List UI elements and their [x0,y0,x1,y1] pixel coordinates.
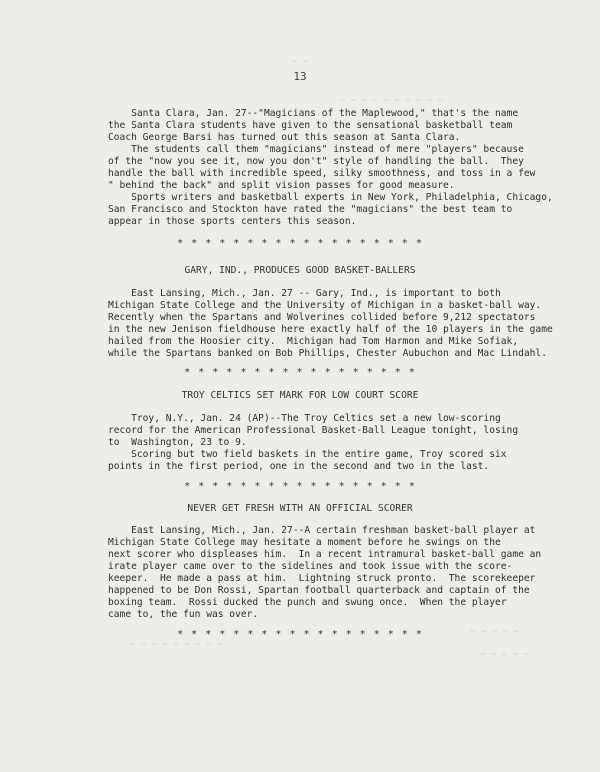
article-line: East Lansing, Mich., Jan. 27--A certain freshman basket-ball player at [108,525,536,536]
article-heading: GARY, IND., PRODUCES GOOD BASKET-BALLERS [184,265,416,276]
article-line: while the Spartans banked on Bob Phillips, Chester Aubuchon and Mac Lindahl. [108,348,547,359]
article-line: irate player came over to the sidelines and took issue with the score- [108,561,513,572]
article-line: happened to be Don Rossi, Spartan football quarterback and captain of the [108,585,530,596]
section-divider: * * * * * * * * * * * * * * * * * * [177,238,423,249]
article-line: points in the first period, one in the second and two in the last. [108,461,490,472]
article-line: Recently when the Spartans and Wolverines collided before 9,212 spectators [108,312,536,323]
article-heading: TROY CELTICS SET MARK FOR LOW COURT SCORE [181,390,419,401]
article-line: handle the ball with incredible speed, silky smoothness, and toss in a few [108,168,536,179]
article-line: East Lansing, Mich., Jan. 27 -- Gary, Ind., is important to both [108,288,501,299]
page-number: 13 [293,70,307,83]
article-heading: NEVER GET FRESH WITH AN OFFICIAL SCORER [187,503,413,514]
article-line: Coach George Barsi has turned out this season at Santa Clara. [108,132,461,143]
bleed-through-mark: ~ ~ ~ ~ ~ [480,650,529,660]
article-line: Michigan State College and the University of Michigan in a basket-ball way. [108,300,542,311]
article-line: Michigan State College may hesitate a moment before he swings on the [108,537,501,548]
article-line: of the "now you see it, now you don't" style of handling the ball. They [108,156,524,167]
section-divider: * * * * * * * * * * * * * * * * * [184,481,416,492]
article-line: Troy, N.Y., Jan. 24 (AP)--The Troy Celtics set a new low-scoring [108,413,501,424]
article-line: appear in those sports centers this season. [108,216,357,227]
bleed-through-mark: ~ ~ ~ ~ ~ [470,627,519,637]
article-line: Scoring but two field baskets in the entire game, Troy scored six [108,449,507,460]
article-line: " behind the back" and split vision passes for good measure. [108,180,455,191]
article-line: the Santa Clara students have given to the sensational basketball team [108,120,513,131]
bleed-through-mark: ~ ~ [292,57,309,67]
article-line: in the new Jenison fieldhouse here exactly half of the 10 players in the game [108,324,553,335]
article-line: San Francisco and Stockton have rated the "magicians" the best team to [108,204,513,215]
article-line: came to, the fun was over. [108,609,259,620]
section-divider: * * * * * * * * * * * * * * * * * * [177,629,423,640]
article-line: next scorer who displeases him. In a recent intramural basket-ball game an [108,549,542,560]
section-divider: * * * * * * * * * * * * * * * * * [184,367,416,378]
article-line: to Washington, 23 to 9. [108,437,247,448]
article-line: boxing team. Rossi ducked the punch and swung once. When the player [108,597,507,608]
article-line: record for the American Professional Basket-Ball League tonight, losing [108,425,519,436]
article-line: keeper. He made a pass at him. Lightning struck pronto. The scorekeeper [108,573,536,584]
article-line: hailed from the Hoosier city. Michigan had Tom Harmon and Mike Sofiak, [108,336,519,347]
bleed-through-mark: ~ ~ ~ ~ ~ ~ ~ ~ ~ [130,640,223,650]
article-line: The students call them "magicians" instead of mere "players" because [108,144,524,155]
bleed-through-mark: ~ ~ ~ ~ ~ ~ ~ ~ ~ ~ [340,96,443,106]
article-line: Sports writers and basketball experts in New York, Philadelphia, Chicago, [108,192,553,203]
article-line: Santa Clara, Jan. 27--"Magicians of the Maplewood," that's the name [108,108,519,119]
